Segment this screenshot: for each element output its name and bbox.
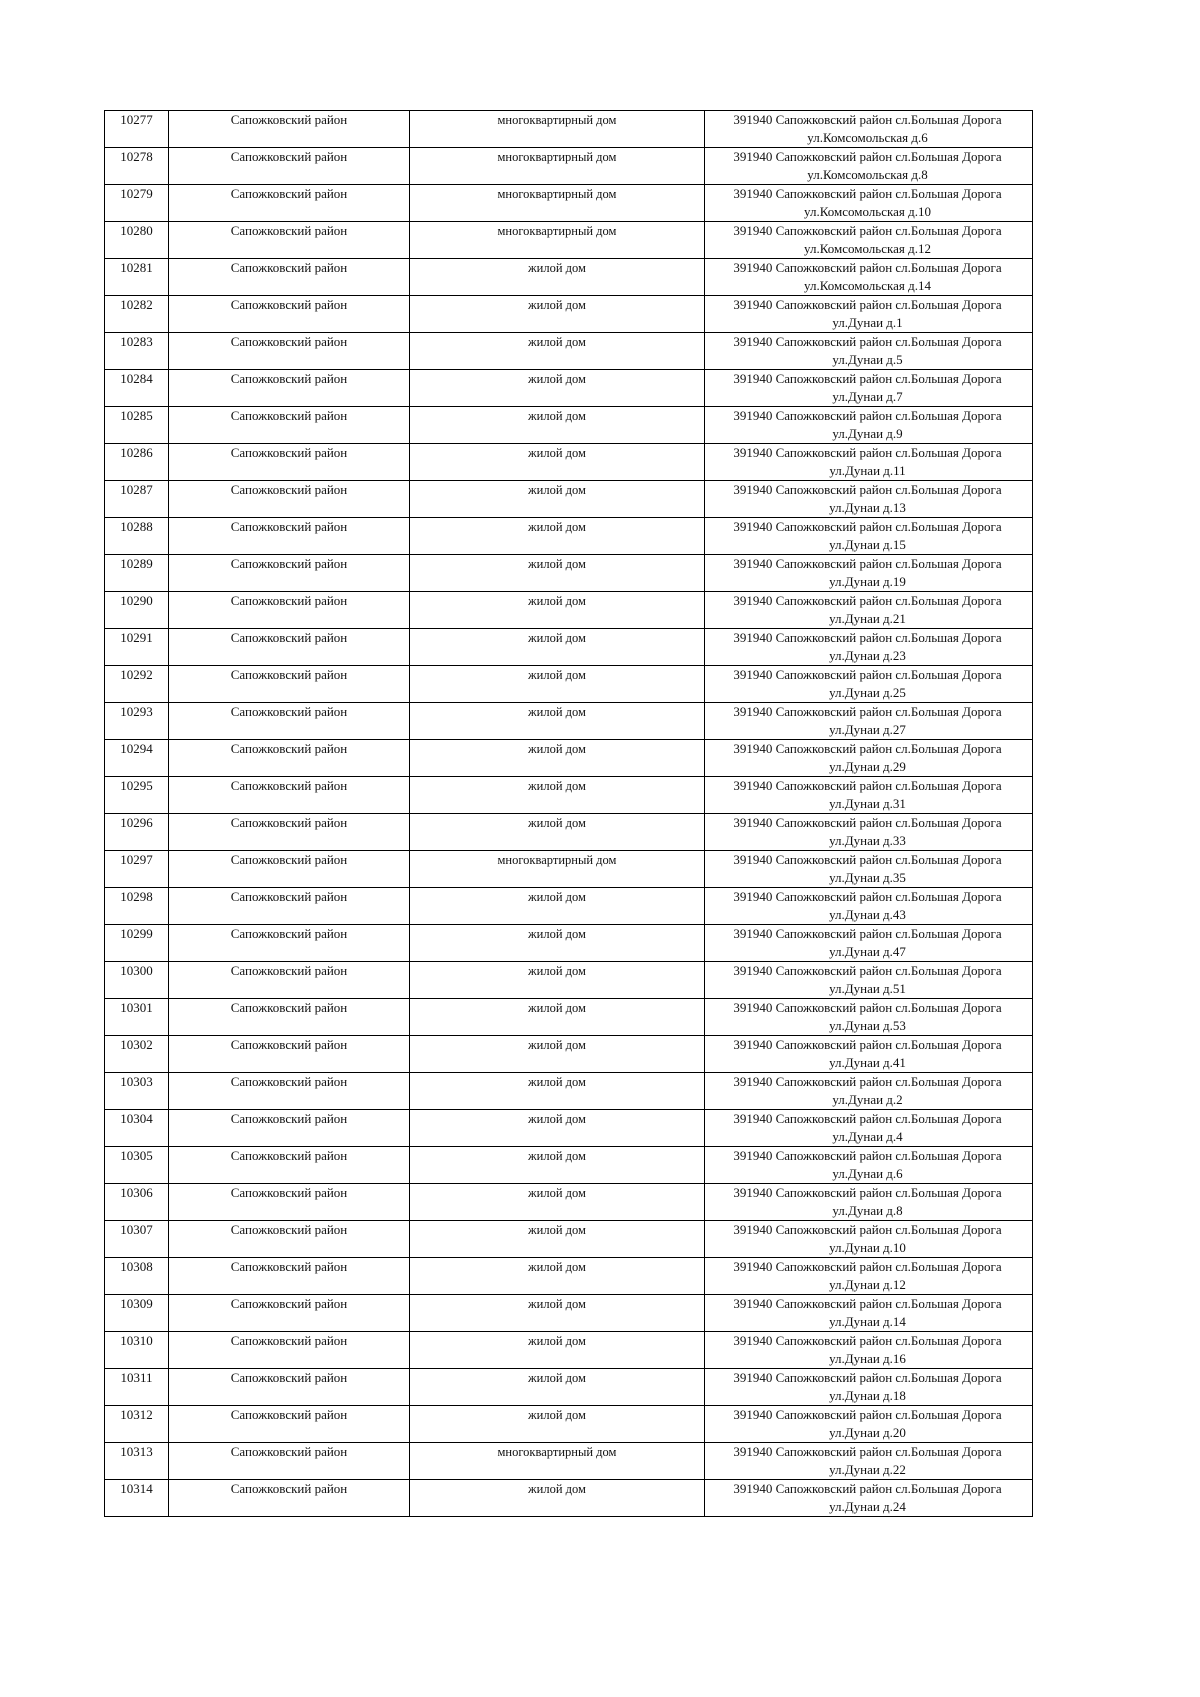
- district-name: Сапожковский район: [169, 1110, 410, 1147]
- address-line-1: 391940 Сапожковский район сл.Большая Дорога: [733, 1407, 1002, 1422]
- record-number: 10281: [105, 259, 169, 296]
- table-row: [105, 925, 1033, 962]
- building-type: жилой дом: [410, 999, 705, 1036]
- table-row: [105, 296, 1033, 333]
- address-line-1: 391940 Сапожковский район сл.Большая Дорога: [733, 519, 1002, 534]
- address-cell: [705, 185, 1033, 222]
- district-name: Сапожковский район: [169, 740, 410, 777]
- address-cell: [705, 925, 1033, 962]
- building-type: жилой дом: [410, 1184, 705, 1221]
- address-line-2: ул.Дунаи д.13: [829, 500, 906, 515]
- district-name: Сапожковский район: [169, 1258, 410, 1295]
- record-number: 10294: [105, 740, 169, 777]
- address-line-2: ул.Дунаи д.41: [829, 1055, 906, 1070]
- building-type: жилой дом: [410, 444, 705, 481]
- record-number: 10299: [105, 925, 169, 962]
- district-name: Сапожковский район: [169, 1073, 410, 1110]
- building-type: жилой дом: [410, 1147, 705, 1184]
- district-name: Сапожковский район: [169, 1036, 410, 1073]
- address-line-1: 391940 Сапожковский район сл.Большая Дорога: [733, 1259, 1002, 1274]
- address-line-1: 391940 Сапожковский район сл.Большая Дорога: [733, 112, 1002, 127]
- address-line-2: ул.Дунаи д.15: [829, 537, 906, 552]
- address-line-1: 391940 Сапожковский район сл.Большая Дорога: [733, 852, 1002, 867]
- table-row: [105, 814, 1033, 851]
- district-name: Сапожковский район: [169, 148, 410, 185]
- district-name: Сапожковский район: [169, 629, 410, 666]
- address-line-1: 391940 Сапожковский район сл.Большая Дорога: [733, 926, 1002, 941]
- address-line-1: 391940 Сапожковский район сл.Большая Дорога: [733, 1111, 1002, 1126]
- address-line-1: 391940 Сапожковский район сл.Большая Дорога: [733, 556, 1002, 571]
- address-line-1: 391940 Сапожковский район сл.Большая Дорога: [733, 1222, 1002, 1237]
- address-cell: [705, 703, 1033, 740]
- district-name: Сапожковский район: [169, 1443, 410, 1480]
- address-line-1: 391940 Сапожковский район сл.Большая Дорога: [733, 1037, 1002, 1052]
- address-cell: [705, 555, 1033, 592]
- address-line-1: 391940 Сапожковский район сл.Большая Дорога: [733, 371, 1002, 386]
- record-number: 10304: [105, 1110, 169, 1147]
- building-type: жилой дом: [410, 1036, 705, 1073]
- address-line-1: 391940 Сапожковский район сл.Большая Дорога: [733, 889, 1002, 904]
- building-type: жилой дом: [410, 518, 705, 555]
- address-line-2: ул.Дунаи д.2: [832, 1092, 903, 1107]
- table-row: [105, 962, 1033, 999]
- address-line-1: 391940 Сапожковский район сл.Большая Дорога: [733, 223, 1002, 238]
- record-number: 10284: [105, 370, 169, 407]
- building-type: жилой дом: [410, 259, 705, 296]
- address-line-2: ул.Дунаи д.18: [829, 1388, 906, 1403]
- table-row: [105, 222, 1033, 259]
- address-line-1: 391940 Сапожковский район сл.Большая Дорога: [733, 963, 1002, 978]
- address-cell: [705, 962, 1033, 999]
- address-line-1: 391940 Сапожковский район сл.Большая Дорога: [733, 593, 1002, 608]
- address-cell: [705, 1110, 1033, 1147]
- district-name: Сапожковский район: [169, 407, 410, 444]
- table-row: [105, 1295, 1033, 1332]
- address-line-2: ул.Дунаи д.47: [829, 944, 906, 959]
- building-type: многоквартирный дом: [410, 185, 705, 222]
- table-row: [105, 703, 1033, 740]
- record-number: 10303: [105, 1073, 169, 1110]
- table-row: [105, 851, 1033, 888]
- record-number: 10314: [105, 1480, 169, 1517]
- address-line-2: ул.Комсомольская д.8: [807, 167, 928, 182]
- address-cell: [705, 296, 1033, 333]
- record-number: 10293: [105, 703, 169, 740]
- address-line-2: ул.Комсомольская д.10: [804, 204, 931, 219]
- record-number: 10297: [105, 851, 169, 888]
- address-line-2: ул.Комсомольская д.14: [804, 278, 931, 293]
- table-row: [105, 1110, 1033, 1147]
- building-type: жилой дом: [410, 703, 705, 740]
- address-line-1: 391940 Сапожковский район сл.Большая Дорога: [733, 1481, 1002, 1496]
- address-line-2: ул.Дунаи д.19: [829, 574, 906, 589]
- address-line-1: 391940 Сапожковский район сл.Большая Дорога: [733, 408, 1002, 423]
- record-number: 10300: [105, 962, 169, 999]
- address-line-1: 391940 Сапожковский район сл.Большая Дорога: [733, 1074, 1002, 1089]
- building-type: жилой дом: [410, 1480, 705, 1517]
- table-row: [105, 185, 1033, 222]
- address-cell: [705, 481, 1033, 518]
- address-line-2: ул.Дунаи д.27: [829, 722, 906, 737]
- district-name: Сапожковский район: [169, 370, 410, 407]
- address-cell: [705, 148, 1033, 185]
- address-cell: [705, 1295, 1033, 1332]
- table-row: [105, 1332, 1033, 1369]
- housing-register-table: [104, 110, 1033, 1517]
- address-cell: [705, 666, 1033, 703]
- building-type: жилой дом: [410, 1332, 705, 1369]
- address-line-1: 391940 Сапожковский район сл.Большая Дорога: [733, 1000, 1002, 1015]
- address-line-2: ул.Дунаи д.23: [829, 648, 906, 663]
- address-line-2: ул.Дунаи д.31: [829, 796, 906, 811]
- table-row: [105, 555, 1033, 592]
- record-number: 10286: [105, 444, 169, 481]
- district-name: Сапожковский район: [169, 481, 410, 518]
- address-cell: [705, 777, 1033, 814]
- table-row: [105, 1406, 1033, 1443]
- district-name: Сапожковский район: [169, 222, 410, 259]
- address-cell: [705, 518, 1033, 555]
- address-cell: [705, 1036, 1033, 1073]
- address-line-2: ул.Дунаи д.53: [829, 1018, 906, 1033]
- address-cell: [705, 999, 1033, 1036]
- table-row: [105, 1258, 1033, 1295]
- record-number: 10280: [105, 222, 169, 259]
- district-name: Сапожковский район: [169, 592, 410, 629]
- district-name: Сапожковский район: [169, 925, 410, 962]
- table-row: [105, 1184, 1033, 1221]
- district-name: Сапожковский район: [169, 444, 410, 481]
- building-type: многоквартирный дом: [410, 222, 705, 259]
- district-name: Сапожковский район: [169, 666, 410, 703]
- table-row: [105, 1480, 1033, 1517]
- record-number: 10292: [105, 666, 169, 703]
- address-line-1: 391940 Сапожковский район сл.Большая Дорога: [733, 815, 1002, 830]
- record-number: 10302: [105, 1036, 169, 1073]
- address-cell: [705, 333, 1033, 370]
- table-row: [105, 888, 1033, 925]
- address-cell: [705, 407, 1033, 444]
- record-number: 10298: [105, 888, 169, 925]
- table-row: [105, 777, 1033, 814]
- building-type: жилой дом: [410, 777, 705, 814]
- address-line-2: ул.Дунаи д.24: [829, 1499, 906, 1514]
- address-cell: [705, 444, 1033, 481]
- district-name: Сапожковский район: [169, 1184, 410, 1221]
- building-type: жилой дом: [410, 333, 705, 370]
- building-type: многоквартирный дом: [410, 148, 705, 185]
- address-line-2: ул.Дунаи д.11: [829, 463, 906, 478]
- district-name: Сапожковский район: [169, 1406, 410, 1443]
- address-line-1: 391940 Сапожковский район сл.Большая Дорога: [733, 1370, 1002, 1385]
- address-cell: [705, 259, 1033, 296]
- building-type: жилой дом: [410, 629, 705, 666]
- record-number: 10290: [105, 592, 169, 629]
- address-line-2: ул.Дунаи д.35: [829, 870, 906, 885]
- table-row: [105, 333, 1033, 370]
- district-name: Сапожковский район: [169, 1221, 410, 1258]
- district-name: Сапожковский район: [169, 185, 410, 222]
- district-name: Сапожковский район: [169, 814, 410, 851]
- address-cell: [705, 1480, 1033, 1517]
- address-cell: [705, 592, 1033, 629]
- table-row: [105, 1147, 1033, 1184]
- address-line-2: ул.Дунаи д.9: [832, 426, 903, 441]
- record-number: 10313: [105, 1443, 169, 1480]
- table-row: [105, 259, 1033, 296]
- record-number: 10307: [105, 1221, 169, 1258]
- address-line-2: ул.Дунаи д.8: [832, 1203, 903, 1218]
- address-line-2: ул.Дунаи д.33: [829, 833, 906, 848]
- building-type: жилой дом: [410, 1295, 705, 1332]
- address-line-2: ул.Дунаи д.20: [829, 1425, 906, 1440]
- address-cell: [705, 1332, 1033, 1369]
- district-name: Сапожковский район: [169, 518, 410, 555]
- address-line-2: ул.Дунаи д.43: [829, 907, 906, 922]
- address-line-2: ул.Дунаи д.12: [829, 1277, 906, 1292]
- building-type: жилой дом: [410, 1406, 705, 1443]
- table-row: [105, 1073, 1033, 1110]
- address-line-1: 391940 Сапожковский район сл.Большая Дорога: [733, 1296, 1002, 1311]
- building-type: жилой дом: [410, 481, 705, 518]
- address-cell: [705, 370, 1033, 407]
- address-cell: [705, 111, 1033, 148]
- address-line-1: 391940 Сапожковский район сл.Большая Дорога: [733, 667, 1002, 682]
- building-type: жилой дом: [410, 962, 705, 999]
- table-row: [105, 999, 1033, 1036]
- address-line-1: 391940 Сапожковский район сл.Большая Дорога: [733, 1444, 1002, 1459]
- district-name: Сапожковский район: [169, 111, 410, 148]
- table-row: [105, 740, 1033, 777]
- district-name: Сапожковский район: [169, 1369, 410, 1406]
- address-cell: [705, 1258, 1033, 1295]
- record-number: 10278: [105, 148, 169, 185]
- building-type: жилой дом: [410, 1258, 705, 1295]
- address-line-1: 391940 Сапожковский район сл.Большая Дорога: [733, 778, 1002, 793]
- district-name: Сапожковский район: [169, 259, 410, 296]
- district-name: Сапожковский район: [169, 1295, 410, 1332]
- address-line-1: 391940 Сапожковский район сл.Большая Дорога: [733, 482, 1002, 497]
- address-cell: [705, 851, 1033, 888]
- record-number: 10296: [105, 814, 169, 851]
- building-type: жилой дом: [410, 1110, 705, 1147]
- record-number: 10283: [105, 333, 169, 370]
- building-type: многоквартирный дом: [410, 1443, 705, 1480]
- address-cell: [705, 1369, 1033, 1406]
- address-cell: [705, 740, 1033, 777]
- record-number: 10282: [105, 296, 169, 333]
- district-name: Сапожковский район: [169, 888, 410, 925]
- building-type: жилой дом: [410, 925, 705, 962]
- address-line-2: ул.Дунаи д.14: [829, 1314, 906, 1329]
- table-row: [105, 148, 1033, 185]
- record-number: 10305: [105, 1147, 169, 1184]
- table-row: [105, 518, 1033, 555]
- address-line-1: 391940 Сапожковский район сл.Большая Дорога: [733, 260, 1002, 275]
- table-row: [105, 407, 1033, 444]
- address-line-2: ул.Дунаи д.22: [829, 1462, 906, 1477]
- address-line-1: 391940 Сапожковский район сл.Большая Дорога: [733, 186, 1002, 201]
- address-line-2: ул.Комсомольская д.6: [807, 130, 928, 145]
- district-name: Сапожковский район: [169, 1332, 410, 1369]
- address-line-2: ул.Комсомольская д.12: [804, 241, 931, 256]
- building-type: жилой дом: [410, 370, 705, 407]
- record-number: 10285: [105, 407, 169, 444]
- record-number: 10308: [105, 1258, 169, 1295]
- address-line-1: 391940 Сапожковский район сл.Большая Дорога: [733, 741, 1002, 756]
- address-line-1: 391940 Сапожковский район сл.Большая Дорога: [733, 630, 1002, 645]
- record-number: 10311: [105, 1369, 169, 1406]
- building-type: жилой дом: [410, 740, 705, 777]
- district-name: Сапожковский район: [169, 296, 410, 333]
- building-type: жилой дом: [410, 666, 705, 703]
- address-line-1: 391940 Сапожковский район сл.Большая Дорога: [733, 334, 1002, 349]
- building-type: жилой дом: [410, 814, 705, 851]
- table-row: [105, 1443, 1033, 1480]
- table-row: [105, 111, 1033, 148]
- address-line-1: 391940 Сапожковский район сл.Большая Дорога: [733, 445, 1002, 460]
- building-type: жилой дом: [410, 592, 705, 629]
- address-cell: [705, 1221, 1033, 1258]
- record-number: 10301: [105, 999, 169, 1036]
- record-number: 10306: [105, 1184, 169, 1221]
- address-line-1: 391940 Сапожковский район сл.Большая Дорога: [733, 1185, 1002, 1200]
- table-body: [105, 111, 1033, 1517]
- address-line-2: ул.Дунаи д.29: [829, 759, 906, 774]
- address-line-2: ул.Дунаи д.1: [832, 315, 903, 330]
- record-number: 10289: [105, 555, 169, 592]
- address-cell: [705, 1443, 1033, 1480]
- district-name: Сапожковский район: [169, 999, 410, 1036]
- building-type: жилой дом: [410, 1369, 705, 1406]
- district-name: Сапожковский район: [169, 333, 410, 370]
- building-type: жилой дом: [410, 555, 705, 592]
- address-line-2: ул.Дунаи д.6: [832, 1166, 903, 1181]
- address-cell: [705, 1406, 1033, 1443]
- address-line-2: ул.Дунаи д.21: [829, 611, 906, 626]
- table-row: [105, 1369, 1033, 1406]
- building-type: жилой дом: [410, 1073, 705, 1110]
- table-row: [105, 592, 1033, 629]
- address-line-1: 391940 Сапожковский район сл.Большая Дорога: [733, 149, 1002, 164]
- address-line-2: ул.Дунаи д.5: [832, 352, 903, 367]
- record-number: 10310: [105, 1332, 169, 1369]
- address-line-2: ул.Дунаи д.25: [829, 685, 906, 700]
- table-row: [105, 1221, 1033, 1258]
- record-number: 10291: [105, 629, 169, 666]
- address-cell: [705, 629, 1033, 666]
- address-line-1: 391940 Сапожковский район сл.Большая Дорога: [733, 704, 1002, 719]
- address-line-1: 391940 Сапожковский район сл.Большая Дорога: [733, 1148, 1002, 1163]
- address-cell: [705, 222, 1033, 259]
- table-row: [105, 444, 1033, 481]
- record-number: 10277: [105, 111, 169, 148]
- building-type: многоквартирный дом: [410, 851, 705, 888]
- district-name: Сапожковский район: [169, 1480, 410, 1517]
- district-name: Сапожковский район: [169, 703, 410, 740]
- district-name: Сапожковский район: [169, 555, 410, 592]
- district-name: Сапожковский район: [169, 851, 410, 888]
- address-cell: [705, 1073, 1033, 1110]
- address-cell: [705, 1147, 1033, 1184]
- address-line-1: 391940 Сапожковский район сл.Большая Дорога: [733, 297, 1002, 312]
- building-type: жилой дом: [410, 407, 705, 444]
- table-row: [105, 666, 1033, 703]
- district-name: Сапожковский район: [169, 962, 410, 999]
- address-line-2: ул.Дунаи д.4: [832, 1129, 903, 1144]
- district-name: Сапожковский район: [169, 1147, 410, 1184]
- district-name: Сапожковский район: [169, 777, 410, 814]
- building-type: жилой дом: [410, 1221, 705, 1258]
- address-line-1: 391940 Сапожковский район сл.Большая Дорога: [733, 1333, 1002, 1348]
- table-row: [105, 481, 1033, 518]
- record-number: 10309: [105, 1295, 169, 1332]
- record-number: 10279: [105, 185, 169, 222]
- table-row: [105, 370, 1033, 407]
- building-type: жилой дом: [410, 888, 705, 925]
- address-cell: [705, 814, 1033, 851]
- record-number: 10312: [105, 1406, 169, 1443]
- address-line-2: ул.Дунаи д.51: [829, 981, 906, 996]
- record-number: 10287: [105, 481, 169, 518]
- record-number: 10295: [105, 777, 169, 814]
- address-line-2: ул.Дунаи д.10: [829, 1240, 906, 1255]
- building-type: жилой дом: [410, 296, 705, 333]
- address-cell: [705, 1184, 1033, 1221]
- address-line-2: ул.Дунаи д.7: [832, 389, 903, 404]
- table-row: [105, 629, 1033, 666]
- building-type: многоквартирный дом: [410, 111, 705, 148]
- address-line-2: ул.Дунаи д.16: [829, 1351, 906, 1366]
- record-number: 10288: [105, 518, 169, 555]
- address-cell: [705, 888, 1033, 925]
- table-row: [105, 1036, 1033, 1073]
